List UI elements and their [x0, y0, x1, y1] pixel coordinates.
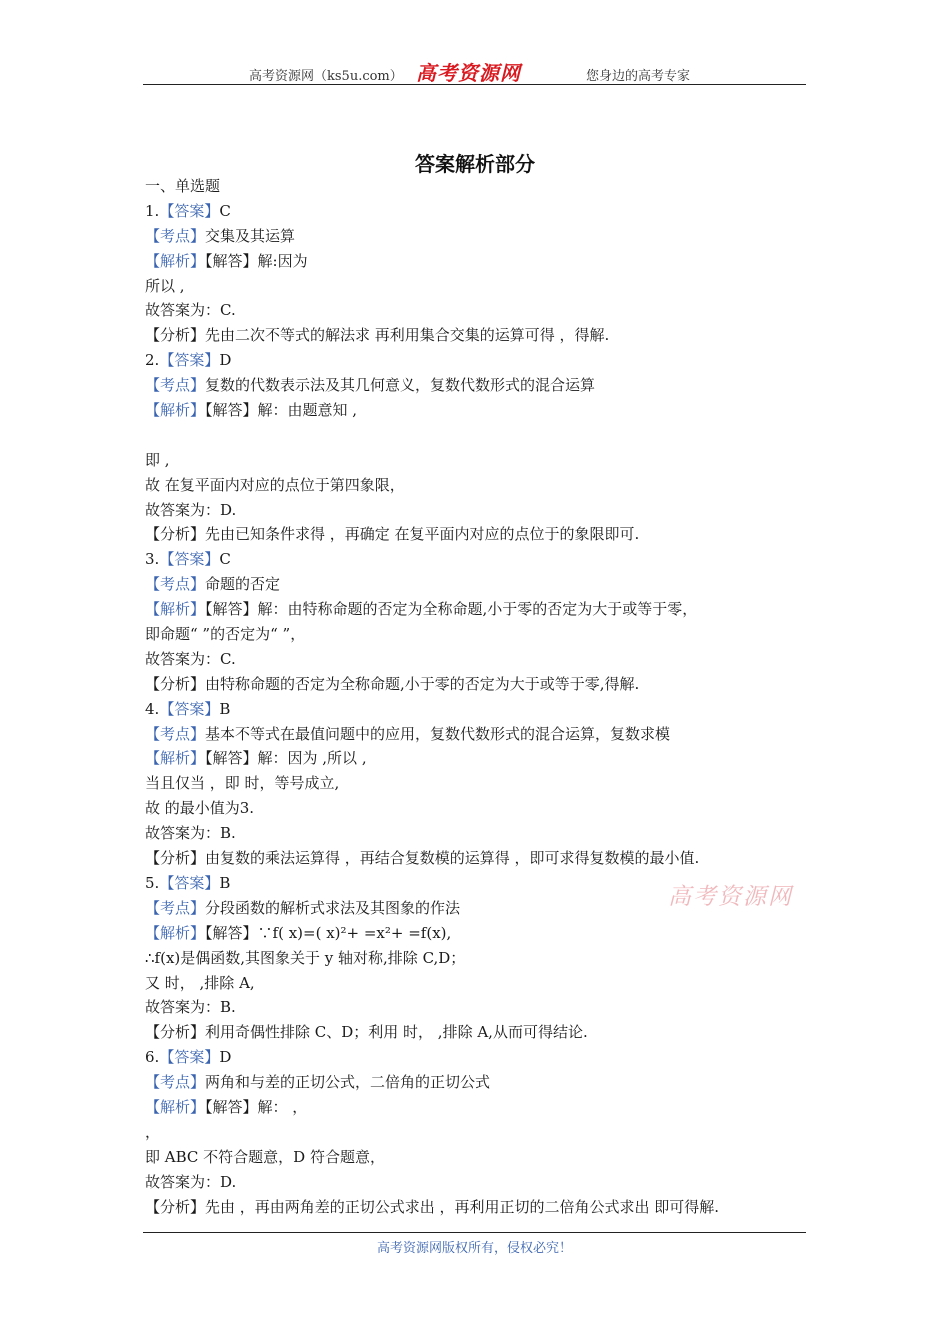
text-line — [145, 348, 805, 373]
text-line — [145, 298, 805, 323]
text-line — [145, 547, 805, 572]
text-segment: 【解答】解:因为 — [205, 251, 308, 270]
text-line — [145, 946, 805, 971]
header-slogan: 您身边的高考专家 — [586, 69, 691, 84]
text-line — [145, 722, 805, 747]
section-label: 【考点】 — [145, 724, 206, 743]
text-line — [145, 1045, 805, 1070]
text-segment: 【分析】先由 ，再由两角差的正切公式求出 ，再利用正切的二倍角公式求出 即可得解. — [145, 1197, 720, 1216]
text-segment: 又 时， ,排除 A, — [145, 973, 255, 992]
text-line — [145, 473, 805, 498]
text-segment: 【分析】先由已知条件求得 ，再确定 在复平面内对应的点位于的象限即可. — [145, 525, 640, 544]
text-line — [145, 249, 805, 274]
text-segment: 当且仅当 ，即 时，等号成立, — [145, 774, 340, 793]
section-label: 【解析】 — [145, 600, 206, 619]
text-line — [145, 921, 805, 946]
text-segment: 故 的最小值为3. — [145, 799, 255, 818]
text-segment: C — [219, 201, 231, 220]
answer-content — [145, 174, 805, 1219]
section-label: 【答案】 — [159, 699, 220, 718]
text-segment: ， — [145, 1122, 161, 1141]
footer-copyright: 高考资源网版权所有，侵权必究！ — [376, 1241, 572, 1256]
text-line — [145, 622, 805, 647]
section-label: 【答案】 — [159, 351, 220, 370]
text-segment: 分段函数的解析式求法及其图象的作法 — [205, 898, 461, 917]
text-line — [145, 323, 805, 348]
text-segment: 6. — [145, 1048, 160, 1067]
text-segment: 【分析】利用奇偶性排除 C、D；利用 时， ,排除 A,从而可得结论. — [145, 1023, 588, 1042]
text-line — [145, 1195, 805, 1220]
section-label: 【考点】 — [145, 376, 206, 395]
page-header — [143, 62, 806, 85]
section-label: 【解析】 — [145, 923, 206, 942]
header-site-name: 高考资源网（ks5u.com） — [249, 69, 403, 84]
text-line — [145, 995, 805, 1020]
text-line — [145, 1095, 805, 1120]
text-line — [145, 1170, 805, 1195]
section-label: 【答案】 — [159, 1048, 220, 1067]
text-segment: 2. — [145, 351, 160, 370]
text-segment: 【解答】解：因为 ,所以 , — [205, 749, 367, 768]
text-line — [145, 174, 805, 199]
text-segment: 即 ABC 不符合题意，D 符合题意， — [145, 1147, 385, 1166]
text-segment: 即命题“ ”的否定为“ ”， — [145, 625, 306, 644]
text-segment: 【解答】∵f( x)=( x)²+ =x²+ =f(x), — [205, 923, 452, 942]
text-segment: 3. — [145, 550, 160, 569]
text-segment: 复数的代数表示法及其几何意义，复数代数形式的混合运算 — [205, 376, 596, 395]
text-line — [145, 274, 805, 299]
text-line — [145, 796, 805, 821]
section-label: 【考点】 — [145, 575, 206, 594]
text-segment: 所以 , — [145, 276, 185, 295]
text-segment: 即 , — [145, 450, 170, 469]
text-segment: 一、单选题 — [145, 177, 221, 195]
text-segment: 【分析】先由二次不等式的解法求 再利用集合交集的运算可得 ，得解. — [145, 326, 610, 345]
text-line — [145, 746, 805, 771]
text-line — [145, 224, 805, 249]
text-segment: B — [219, 873, 231, 892]
text-line — [145, 522, 805, 547]
page-footer — [143, 1232, 806, 1256]
text-line — [145, 448, 805, 473]
text-segment: 5. — [145, 873, 160, 892]
text-line — [145, 199, 805, 224]
text-segment: 命题的否定 — [205, 575, 281, 594]
text-segment: B — [219, 699, 231, 718]
text-segment: 两角和与差的正切公式，二倍角的正切公式 — [205, 1073, 491, 1092]
section-label: 【解析】 — [145, 401, 206, 420]
text-line — [145, 597, 805, 622]
text-segment: D — [219, 351, 232, 370]
text-line — [145, 1120, 805, 1145]
text-line — [145, 572, 805, 597]
section-label: 【答案】 — [159, 873, 220, 892]
text-segment: 【解答】解： ， — [205, 1097, 308, 1116]
text-segment: 故答案为：B. — [145, 824, 236, 843]
text-segment: ∴f(x)是偶函数,其图象关于 y 轴对称,排除 C,D； — [145, 948, 466, 967]
text-segment: C — [219, 550, 231, 569]
text-segment: 故答案为：D. — [145, 1172, 237, 1191]
text-segment: 1. — [145, 201, 160, 220]
text-line — [145, 672, 805, 697]
text-line — [145, 398, 805, 423]
text-line — [145, 1145, 805, 1170]
text-segment: 故答案为：B. — [145, 998, 236, 1017]
text-segment: 【分析】由复数的乘法运算得 ，再结合复数模的运算得 ，即可求得复数模的最小值. — [145, 849, 700, 868]
section-label: 【考点】 — [145, 898, 206, 917]
text-segment: 基本不等式在最值问题中的应用，复数代数形式的混合运算，复数求模 — [205, 724, 671, 743]
section-label: 【解析】 — [145, 1097, 206, 1116]
page-title: 答案解析部分 — [415, 152, 535, 176]
text-segment: 交集及其运算 — [205, 226, 296, 245]
text-segment: 【解答】解：由题意知 , — [205, 401, 358, 420]
text-line — [145, 498, 805, 523]
section-label: 【答案】 — [159, 550, 220, 569]
text-line — [145, 971, 805, 996]
text-segment: 故答案为：C. — [145, 649, 236, 668]
section-label: 【解析】 — [145, 749, 206, 768]
text-segment: 【分析】由特称命题的否定为全称命题,小于零的否定为大于或等于零,得解. — [145, 674, 640, 693]
text-line — [145, 647, 805, 672]
section-label: 【答案】 — [159, 201, 220, 220]
text-line — [145, 1020, 805, 1045]
text-line — [145, 1070, 805, 1095]
text-line — [145, 771, 805, 796]
text-line — [145, 821, 805, 846]
text-segment: 故答案为：C. — [145, 301, 236, 320]
section-label: 【解析】 — [145, 251, 206, 270]
text-line — [145, 423, 805, 448]
text-segment: D — [219, 1048, 232, 1067]
text-segment: 故答案为：D. — [145, 500, 237, 519]
text-line — [145, 846, 805, 871]
text-segment: 故 在复平面内对应的点位于第四象限， — [145, 475, 405, 494]
text-segment: 4. — [145, 699, 160, 718]
text-segment: 【解答】解：由特称命题的否定为全称命题,小于零的否定为大于或等于零， — [205, 600, 698, 619]
text-line — [145, 697, 805, 722]
site-logo: 高考资源网 — [416, 61, 521, 85]
section-label: 【考点】 — [145, 1073, 206, 1092]
section-label: 【考点】 — [145, 226, 206, 245]
watermark: 高考资源网 — [668, 884, 793, 910]
text-line — [145, 373, 805, 398]
